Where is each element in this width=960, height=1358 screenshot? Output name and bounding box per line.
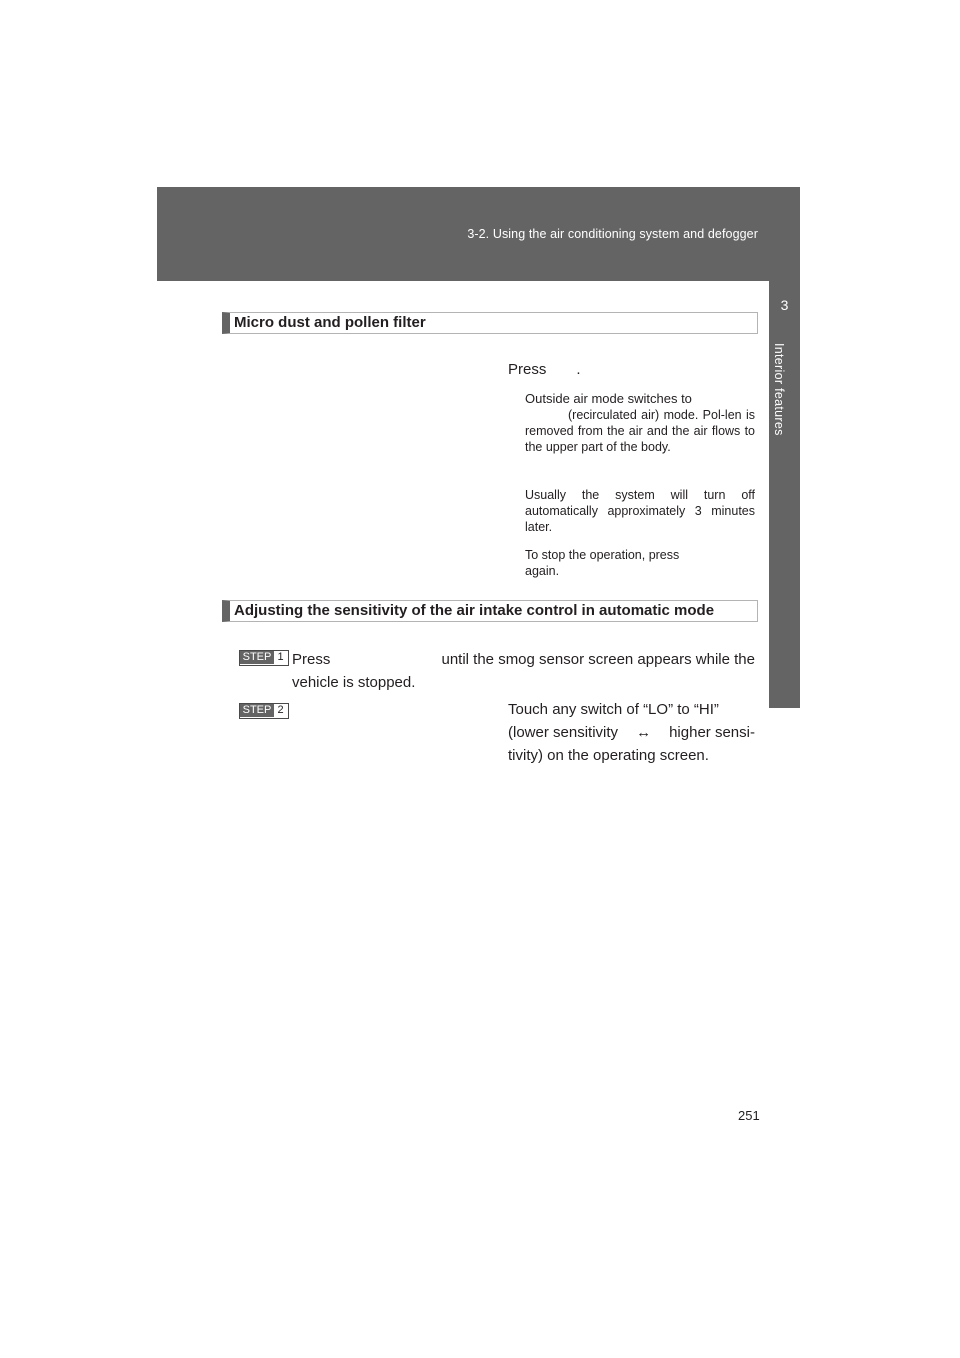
note-outside-air (525, 391, 755, 455)
step-2-line2-b: higher sensi- (669, 724, 755, 741)
double-arrow-icon: ↔ (636, 724, 652, 741)
step-1-badge (239, 650, 289, 666)
step-1-line2: vehicle is stopped. (292, 674, 416, 691)
step-1-text (292, 648, 755, 694)
step-label: STEP (240, 704, 274, 717)
note-stop-operation (525, 547, 755, 579)
chapter-title: 3-2. Using the air conditioning system and defogger (467, 227, 758, 241)
step-number: 1 (277, 651, 284, 663)
step-number: 2 (277, 704, 284, 716)
section-heading-text: Micro dust and pollen filter (234, 314, 426, 331)
chapter-side-tab (769, 281, 800, 708)
chapter-header-band (157, 187, 800, 281)
note-auto-off-text: Usually the system will turn off automatically approximately 3 minutes later. (525, 488, 755, 534)
chapter-side-label: Interior features (772, 343, 786, 436)
note-stop-text-a: To stop the operation, press (525, 548, 680, 562)
section-heading-filter (222, 312, 758, 334)
note-stop-text (525, 547, 755, 563)
press-period: . (576, 361, 581, 378)
step-1-press: Press (292, 651, 331, 668)
note-auto-off (525, 487, 755, 535)
note-outside-air-line1: Outside air mode switches to (525, 391, 692, 406)
step-2-text (508, 698, 755, 767)
note-stop-again: again. (525, 564, 560, 578)
step-2-line2 (508, 721, 755, 744)
section-heading-sensitivity (222, 600, 758, 622)
step-1-rest: until the smog sensor screen appears while the (441, 651, 755, 668)
step-label: STEP (240, 651, 274, 664)
page-number: 251 (738, 1108, 760, 1123)
note-outside-air-rest: (recirculated air) mode. Pol-len is removed from the air and the air flows to the upper part of the body. (525, 408, 755, 454)
press-word: Press (508, 361, 547, 378)
press-instruction (508, 361, 581, 378)
chapter-number: 3 (780, 297, 789, 313)
step-2-line2-a: (lower sensitivity (508, 724, 619, 741)
step-2-line1: Touch any switch of “LO” to “HI” (508, 701, 719, 718)
step-2-line3: tivity) on the operating screen. (508, 747, 709, 764)
step-2-badge (239, 703, 289, 719)
section-heading-text: Adjusting the sensitivity of the air intake control in automatic mode (234, 602, 715, 619)
